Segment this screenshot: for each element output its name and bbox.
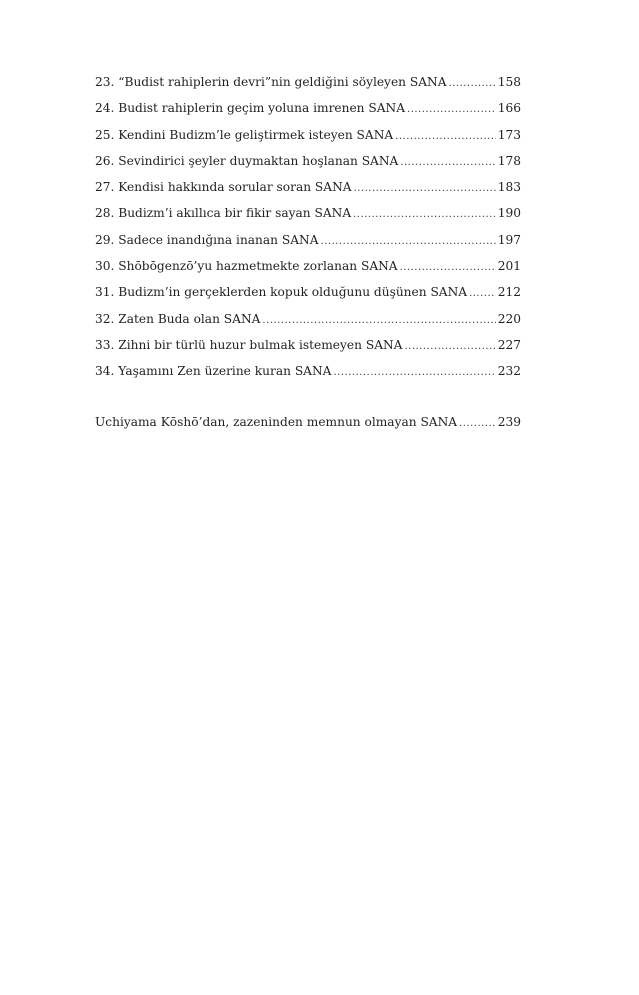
- toc-entry-page: 197: [497, 232, 521, 247]
- toc-entry-title: 28. Budizm’i akıllıca bir fikir sayan SANA: [95, 206, 352, 221]
- toc-entry-page: 166: [497, 101, 521, 116]
- table-of-contents: [95, 74, 521, 390]
- toc-entry: [95, 337, 521, 363]
- toc-entry: [95, 127, 521, 153]
- toc-leader-dots: [333, 365, 495, 381]
- toc-leader-dots: [400, 260, 496, 276]
- toc-entry: [95, 74, 521, 100]
- toc-entry-page: 232: [497, 364, 521, 379]
- toc-leader-dots: [407, 102, 496, 118]
- toc-entry-page: 212: [497, 285, 521, 300]
- toc-entry-page: 227: [497, 337, 521, 352]
- toc-epilogue: [95, 414, 521, 440]
- toc-leader-dots: [469, 286, 496, 302]
- toc-entry: [95, 258, 521, 284]
- toc-leader-dots: [354, 181, 496, 197]
- toc-entry-page: 201: [497, 259, 521, 274]
- toc-leader-dots: [459, 416, 496, 432]
- toc-leader-dots: [400, 155, 495, 171]
- toc-entry-title: 31. Budizm’in gerçeklerden kopuk olduğunu düşünen SANA: [95, 285, 468, 300]
- toc-entry-title: 23. “Budist rahiplerin devri”nin geldiğini söyleyen SANA: [95, 75, 447, 89]
- toc-leader-dots: [353, 207, 496, 223]
- toc-entry: [95, 232, 521, 258]
- toc-entry-title: 34. Yaşamını Zen üzerine kuran SANA: [95, 364, 332, 379]
- toc-entry-page: 173: [497, 127, 521, 142]
- toc-entry-title: 24. Budist rahiplerin geçim yoluna imrenen SANA: [95, 101, 406, 116]
- toc-entry-page: 178: [497, 153, 521, 168]
- toc-entry: [95, 284, 521, 310]
- toc-entry-title: 26. Sevindirici şeyler duymaktan hoşlanan SANA: [95, 153, 399, 168]
- toc-entry-title: 33. Zihni bir türlü huzur bulmak istemeyen SANA: [95, 337, 403, 352]
- toc-entry-title: 29. Sadece inandığına inanan SANA: [95, 232, 319, 247]
- toc-leader-dots: [395, 129, 496, 145]
- toc-entry-title: 27. Kendisi hakkında sorular soran SANA: [95, 180, 352, 195]
- toc-entry: [95, 311, 521, 337]
- toc-entry-epilogue: [95, 414, 521, 440]
- toc-entry-title: 30. Shōbōgenzō’yu hazmetmekte zorlanan SANA: [95, 259, 398, 274]
- toc-entry: [95, 153, 521, 179]
- toc-entry-page: 158: [497, 75, 521, 89]
- toc-leader-dots: [449, 76, 496, 92]
- toc-entry-page: 183: [497, 180, 521, 195]
- toc-leader-dots: [404, 339, 495, 355]
- toc-entry-title: Uchiyama Kōshō’dan, zazeninden memnun olmayan SANA: [95, 415, 458, 429]
- toc-entry: [95, 100, 521, 126]
- toc-leader-dots: [321, 234, 496, 250]
- toc-leader-dots: [262, 313, 495, 329]
- toc-entry-title: 32. Zaten Buda olan SANA: [95, 311, 261, 326]
- toc-entry: [95, 179, 521, 205]
- toc-entry: [95, 363, 521, 389]
- toc-entry: [95, 205, 521, 231]
- toc-entry-page: 190: [497, 206, 521, 221]
- toc-entry-title: 25. Kendini Budizm’le geliştirmek isteyen SANA: [95, 127, 394, 142]
- toc-entry-page: 220: [497, 311, 521, 326]
- toc-entry-page: 239: [497, 415, 521, 429]
